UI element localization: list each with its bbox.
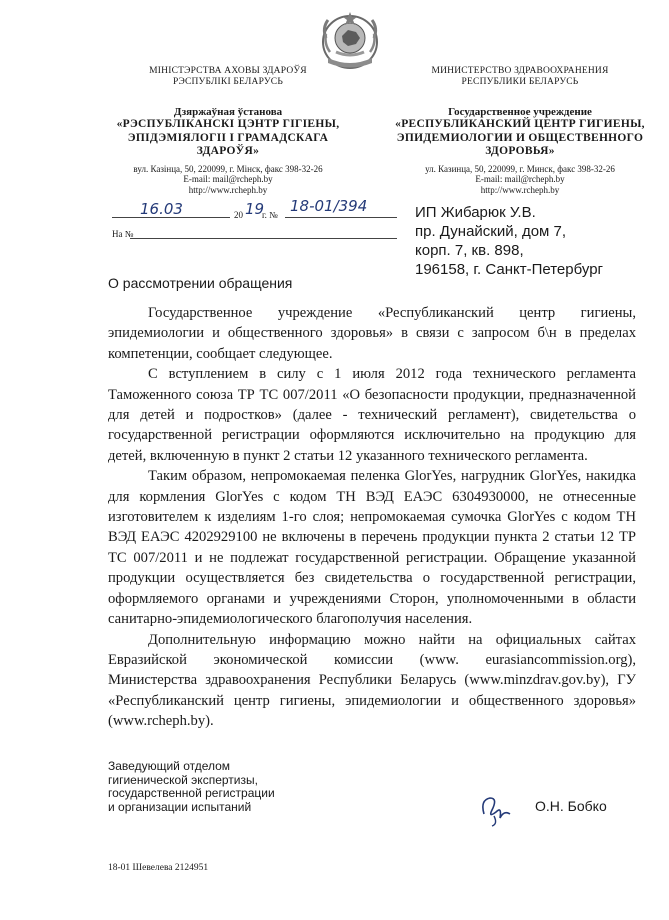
- signer-position-line: и организации испытаний: [108, 799, 252, 814]
- recipient-block: [415, 203, 603, 279]
- number-underline: [285, 217, 397, 218]
- recipient-address-line: корп. 7, кв. 898,: [415, 242, 524, 259]
- reply-to-label: На №: [112, 229, 134, 239]
- number-label: г. №: [262, 210, 278, 220]
- registration-number: 18-01/394: [290, 197, 368, 215]
- signer-position-line: государственной регистрации: [108, 786, 275, 800]
- body-paragraph: Государственное учреждение «Республиканский центр гигиены, эпидемиологии и общественного здоровья» в связи с запросом б\н в пределах компетенции, сообщает следующее.: [108, 305, 636, 362]
- recipient-address-line: 196158, г. Санкт-Петербург: [415, 261, 604, 278]
- registration-date: 16.03: [140, 200, 183, 218]
- institution-name-line: ЭПІДЭМІЯЛОГІІ І ГРАМАДСКАГА: [127, 131, 329, 144]
- coat-of-arms-emblem: [318, 8, 382, 72]
- institution-address: вул. Казінца, 50, 220099, г. Мінск, факс 398-32-26: [133, 164, 323, 175]
- letter-body: [108, 303, 636, 732]
- ministry-country-line: РЭСПУБЛІКІ БЕЛАРУСЬ: [173, 76, 283, 87]
- reply-underline: [130, 238, 397, 239]
- letterhead-left: [108, 66, 348, 195]
- institution-name-line: «РЭСПУБЛІКАНСКІ ЦЭНТР ГІГІЕНЫ,: [116, 118, 340, 131]
- institution-name-line: «РЕСПУБЛИКАНСКИЙ ЦЕНТР ГИГИЕНЫ,: [395, 118, 645, 131]
- body-paragraph: С вступлением в силу с 1 июля 2012 года технического регламента Таможенного союза ТР ТС 007/2011 «О безопасности продукции, предназначенной для детей и подростков» (далее - технический регламент), свидетельства о государственной регистрации оформляются исключительно на продукцию для детей, включенную в пункт 2 статьи 12 указанного технического регламента.: [108, 366, 636, 464]
- recipient-name: ИП Жибарюк У.В.: [415, 204, 536, 221]
- institution-website: http://www.rcheph.by: [480, 184, 560, 195]
- letterhead-right: [375, 66, 665, 195]
- institution-website: http://www.rcheph.by: [188, 184, 268, 195]
- ministry-name-line: МІНІСТЭРСТВА АХОВЫ ЗДАРОЎЯ: [149, 66, 307, 76]
- institution-email: E-mail: mail@rcheph.by: [183, 174, 273, 185]
- institution-email: E-mail: mail@rcheph.by: [475, 174, 565, 185]
- letter-subject: О рассмотрении обращения: [108, 275, 293, 291]
- institution-name-line: ЗДАРОЎЯ»: [196, 144, 260, 157]
- institution-name-line: ЭПИДЕМИОЛОГИИ И ОБЩЕСТВЕННОГО: [396, 131, 644, 144]
- handwritten-signature: [470, 788, 530, 828]
- ministry-name-line: МИНИСТЕРСТВО ЗДРАВООХРАНЕНИЯ: [431, 66, 609, 76]
- body-paragraph: Дополнительную информацию можно найти на официальных сайтах Евразийской экономической комиссии (www. eurasiancommission.org), Министерства здравоохранения Республики Беларусь (www.minzdrav.gov.by), ГУ «Республиканский центр гигиены, эпидемиологии и общественного здоровья» (www.rcheph.by).: [108, 631, 636, 730]
- body-paragraph: Таким образом, непромокаемая пеленка GlorYes, нагрудник GlorYes, накидка для кормления GlorYes с кодом ТН ВЭД ЕАЭС 6304930000, не отнесенные изготовителем к изделиям 1-го слоя; непромокаемая сумочка GlorYes с кодом ТН ВЭД ЕАЭС 4202929100 не включены в перечень продукции пункта 2 статьи 12 ТР ТС 007/2011 и не подлежат государственной регистрации. Обращение указанной продукции осуществляется без свидетельства о государственной регистрации, оформляемого органами и учреждениями Сторон, уполномоченными в области санитарно-эпидемиологического благополучия населения.: [108, 468, 636, 628]
- recipient-address-line: пр. Дунайский, дом 7,: [415, 223, 567, 240]
- executor-footer: 18-01 Шевелева 2124951: [108, 863, 209, 873]
- year-prefix: 20: [234, 210, 243, 220]
- signer-position: [108, 760, 275, 814]
- institution-type: Дзяржаўная ўстанова: [173, 105, 283, 118]
- ministry-country-line: РЕСПУБЛИКИ БЕЛАРУСЬ: [461, 76, 579, 87]
- signer-name: О.Н. Бобко: [535, 798, 607, 814]
- registration-year: 19: [245, 200, 265, 218]
- institution-type: Государственное учреждение: [448, 105, 592, 118]
- signer-position-line: гигиенической экспертизы,: [108, 772, 258, 787]
- signer-position-line: Заведующий отделом: [108, 759, 231, 773]
- institution-address: ул. Казинца, 50, 220099, г. Минск, факс 398-32-26: [425, 164, 615, 175]
- institution-name-line: ЗДОРОВЬЯ»: [485, 144, 555, 157]
